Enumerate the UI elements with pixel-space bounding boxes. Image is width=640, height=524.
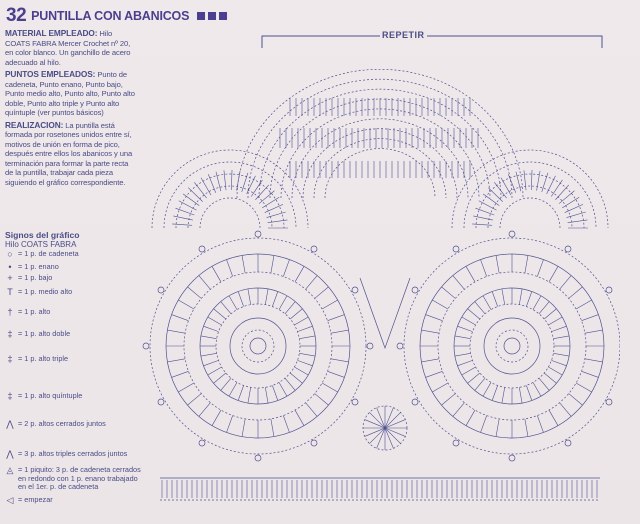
legend-text: = 1 p. alto doble	[18, 329, 71, 338]
legend-row	[2, 450, 142, 464]
material-paragraph	[5, 29, 137, 67]
legend-row	[2, 308, 142, 328]
legend-row	[2, 466, 142, 492]
realizacion-paragraph	[5, 121, 137, 188]
realizacion-text: La puntilla está formada por rosetones unidos entre sí, motivos de unión en forma de pico, después entre ellos los abanicos y una terminación para formar la parte recta de la puntilla, trabajar cada pieza siguiendo el gráfico correspondiente.	[5, 120, 133, 187]
legend-text: = 2 p. altos cerrados juntos	[18, 419, 106, 428]
material-label: MATERIAL EMPLEADO:	[5, 28, 98, 38]
legend-text: = 1 p. alto triple	[18, 354, 69, 363]
legend-symbol: ‡	[7, 329, 13, 339]
legend-symbol: ◁	[6, 495, 14, 505]
page-header	[6, 6, 227, 26]
legend-symbol: ⋀	[6, 419, 14, 429]
legend-symbol: T	[7, 287, 13, 297]
legend-row	[2, 420, 142, 448]
legend-text: = 1 piquito: 3 p. de cadeneta cerrados en redondo con 1 p. enano trabajado en el 1er. p. de cadeneta	[18, 465, 141, 491]
legend-row	[2, 330, 142, 352]
legend-row	[2, 263, 142, 273]
legend-symbol: •	[8, 262, 12, 272]
legend-symbol: +	[7, 273, 13, 283]
legend-symbol: †	[7, 307, 13, 317]
realizacion-label: REALIZACION:	[5, 119, 64, 130]
legend-text: = 1 p. alto quíntuple	[18, 391, 83, 400]
legend-symbol: ⋀	[6, 449, 14, 459]
legend-text: = 1 p. enano	[18, 262, 59, 271]
legend-text: = 1 p. de cadeneta	[18, 249, 79, 258]
legend-symbol: ◬	[6, 465, 14, 475]
puntos-label: PUNTOS EMPLEADOS:	[5, 69, 96, 79]
puntos-text: Punto de cadeneta, Punto enano, Punto bajo, Punto medio alto, Punto alto, Punto alto doble, Punto alto triple y Punto alto quíntuple (ver puntos básicos)	[5, 70, 135, 117]
legend-text: = 1 p. medio alto	[18, 287, 73, 296]
legend-text: = 1 p. bajo	[18, 273, 53, 282]
legend-subtitle: Hilo COATS FABRA	[5, 240, 77, 249]
pattern-number: 32	[6, 5, 27, 26]
legend-row	[2, 274, 142, 286]
legend-text: = 3 p. altos triples cerrados juntos	[18, 449, 128, 458]
legend-symbol: ‡	[7, 354, 13, 364]
legend-row	[2, 496, 142, 508]
material-text: Hilo COATS FABRA Mercer Crochet nº 20, en color blanco. Un ganchillo de acero adecuado al hilo.	[5, 29, 131, 67]
title-squares	[194, 12, 227, 20]
puntos-paragraph	[5, 70, 137, 118]
instructions-column	[5, 29, 137, 190]
legend-row	[2, 288, 142, 306]
legend-symbol: ‡	[7, 391, 13, 401]
legend-row	[2, 392, 142, 418]
legend-symbol: ○	[7, 249, 13, 259]
legend-row	[2, 250, 142, 262]
legend-row	[2, 355, 142, 389]
legend-text: = empezar	[18, 495, 53, 504]
crochet-chart	[140, 28, 620, 522]
repeat-label: REPETIR	[382, 30, 425, 40]
legend-text: = 1 p. alto	[18, 307, 51, 316]
legend-title: Signos del gráfico	[5, 230, 80, 240]
pattern-title: PUNTILLA CON ABANICOS	[31, 9, 190, 23]
